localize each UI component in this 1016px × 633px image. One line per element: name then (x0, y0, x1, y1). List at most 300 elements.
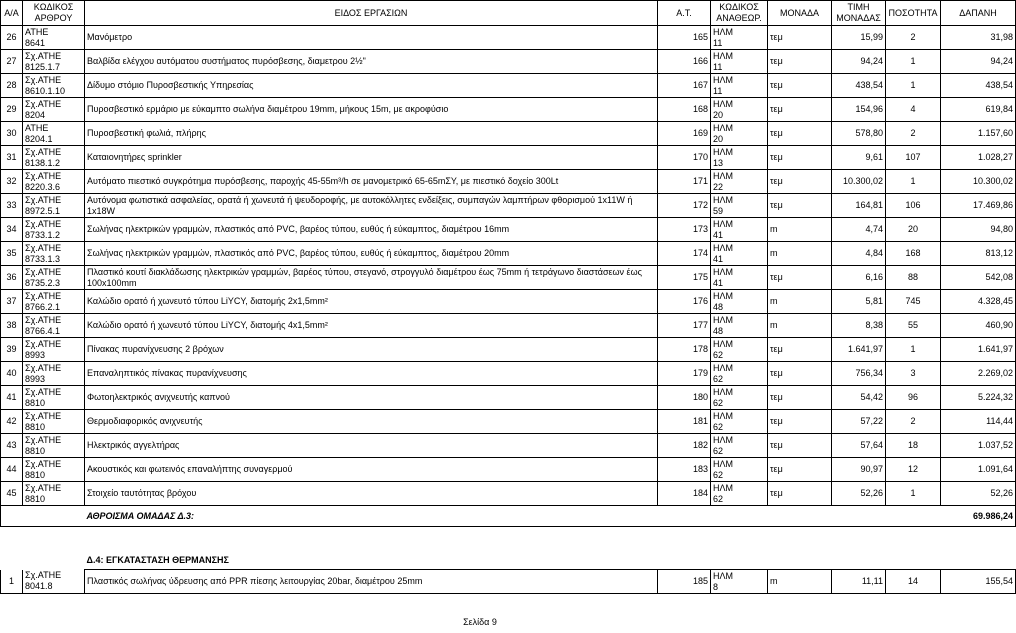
row-ana (711, 482, 768, 506)
row-desc: Φωτοηλεκτρικός ανιχνευτής καπνού (85, 386, 658, 410)
row-price: 5,81 (832, 290, 886, 314)
row-aa: 39 (1, 338, 23, 362)
row-ana-line-2: 20 (713, 133, 724, 144)
row-qty: 106 (886, 194, 941, 218)
row-ana-line-1: ΗΛΜ (713, 458, 734, 469)
row-unit: τεμ (768, 122, 832, 146)
row-price: 438,54 (832, 74, 886, 98)
row-qty: 1 (886, 170, 941, 194)
row-total: 17.469,86 (941, 194, 1016, 218)
row-price: 54,42 (832, 386, 886, 410)
row-at: 185 (658, 570, 711, 594)
row-ana-line-2: 11 (713, 61, 723, 72)
row-total: 460,90 (941, 314, 1016, 338)
row-code-line-2: 8810 (25, 469, 46, 480)
row-price: 9,61 (832, 146, 886, 170)
row-ana-line-2: 62 (713, 445, 724, 456)
row-at: 182 (658, 434, 711, 458)
table-row (1, 314, 1016, 338)
row-aa: 27 (1, 50, 23, 74)
row-at: 183 (658, 458, 711, 482)
row-ana-line-2: 62 (713, 469, 724, 480)
row-code (23, 218, 85, 242)
row-ana (711, 386, 768, 410)
row-unit: τεμ (768, 458, 832, 482)
table-row (1, 386, 1016, 410)
table-row (1, 194, 1016, 218)
row-ana (711, 26, 768, 50)
row-qty: 12 (886, 458, 941, 482)
row-at: 180 (658, 386, 711, 410)
row-ana (711, 242, 768, 266)
row-at: 181 (658, 410, 711, 434)
row-aa: 42 (1, 410, 23, 434)
row-code-line-2: 8810 (25, 421, 46, 432)
row-at: 176 (658, 290, 711, 314)
row-desc: Αυτόματο πιεστικό συγκρότημα πυρόσβεσης, παροχής 45-55m³/h σε μανομετρικό 65-65mΣΥ, με πιεστικό δοχείο 300Lt (85, 170, 658, 194)
row-qty: 107 (886, 146, 941, 170)
header-at: Α.Τ. (658, 1, 711, 26)
row-ana-line-2: 13 (713, 157, 724, 168)
row-desc: Πυροσβεστική φωλιά, πλήρης (85, 122, 658, 146)
row-ana-line-1: ΗΛΜ (713, 338, 734, 349)
row-code-line-1: ΑΤΗΕ (25, 26, 49, 37)
row-ana-line-1: ΗΛΜ (713, 314, 734, 325)
row-aa: 40 (1, 362, 23, 386)
row-unit: m (768, 290, 832, 314)
table-row (1, 26, 1016, 50)
row-aa: 29 (1, 98, 23, 122)
row-ana-line-1: ΗΛΜ (713, 570, 734, 581)
row-code (23, 458, 85, 482)
row-code-line-1: Σχ.ΑΤΗΕ (25, 386, 62, 397)
table-row (1, 146, 1016, 170)
row-unit: τεμ (768, 74, 832, 98)
row-code (23, 362, 85, 386)
header-row (1, 1, 1016, 26)
row-desc: Καλώδιο ορατό ή χωνευτό τύπου LiYCY, διατομής 2x1,5mm² (85, 290, 658, 314)
table-row (1, 290, 1016, 314)
row-desc: Αυτόνομα φωτιστικά ασφαλείας, ορατά ή χωνευτά ή ψευδοροφής, με αυτοκόλλητες ενδείξεις, συμπαγών λαμπτήρων φθορισμού 1x11W ή 1x18W (85, 194, 658, 218)
row-aa: 43 (1, 434, 23, 458)
row-code-line-1: Σχ.ΑΤΗΕ (25, 266, 62, 277)
row-code (23, 338, 85, 362)
row-aa: 41 (1, 386, 23, 410)
row-code-line-2: 8972.5.1 (25, 205, 61, 216)
row-ana-line-1: ΗΛΜ (713, 26, 734, 37)
row-qty: 2 (886, 26, 941, 50)
row-code-line-2: 8810 (25, 397, 46, 408)
section-body (1, 570, 1016, 594)
row-ana-line-1: ΗΛΜ (713, 194, 734, 205)
row-total: 813,12 (941, 242, 1016, 266)
row-total: 94,80 (941, 218, 1016, 242)
row-code-line-2: 8993 (25, 373, 46, 384)
group-sum-label: ΑΘΡΟΙΣΜΑ ΟΜΑΔΑΣ Δ.3: (85, 506, 941, 527)
row-ana (711, 122, 768, 146)
row-code (23, 98, 85, 122)
row-qty: 2 (886, 410, 941, 434)
row-aa: 36 (1, 266, 23, 290)
row-code (23, 146, 85, 170)
row-price: 11,11 (832, 570, 886, 594)
row-ana (711, 362, 768, 386)
row-price: 90,97 (832, 458, 886, 482)
row-ana-line-1: ΗΛΜ (713, 482, 734, 493)
row-desc: Πίνακας πυρανίχνευσης 2 βρόχων (85, 338, 658, 362)
table-row (1, 242, 1016, 266)
row-total: 619,84 (941, 98, 1016, 122)
row-code-line-1: Σχ.ΑΤΗΕ (25, 338, 62, 349)
row-aa: 32 (1, 170, 23, 194)
section-title-row (1, 551, 1016, 570)
row-ana-line-1: ΗΛΜ (713, 266, 734, 277)
table-row (1, 338, 1016, 362)
row-ana-line-2: 62 (713, 493, 724, 504)
header-price: ΤΙΜΗ ΜΟΝΑΔΑΣ (832, 1, 886, 26)
row-desc: Πυροσβεστικό ερμάριο με εύκαμπτο σωλήνα διαμέτρου 19mm, μήκους 15m, με ακροφύσιο (85, 98, 658, 122)
row-unit: τεμ (768, 410, 832, 434)
table-row (1, 218, 1016, 242)
row-ana-line-2: 41 (713, 277, 724, 288)
row-at: 179 (658, 362, 711, 386)
row-price: 4,84 (832, 242, 886, 266)
row-code-line-1: Σχ.ΑΤΗΕ (25, 74, 62, 85)
row-code (23, 290, 85, 314)
row-unit: m (768, 314, 832, 338)
row-aa: 34 (1, 218, 23, 242)
row-ana-line-2: 8 (713, 581, 719, 592)
row-at: 170 (658, 146, 711, 170)
row-unit: τεμ (768, 98, 832, 122)
row-code (23, 74, 85, 98)
row-ana (711, 338, 768, 362)
row-code-line-1: ΑΤΗΕ (25, 122, 49, 133)
row-ana (711, 434, 768, 458)
row-code-line-1: Σχ.ΑΤΗΕ (25, 194, 62, 205)
row-total: 438,54 (941, 74, 1016, 98)
row-desc: Στοιχείο ταυτότητας βρόχου (85, 482, 658, 506)
row-code-line-2: 8810 (25, 445, 46, 456)
row-code-line-1: Σχ.ΑΤΗΕ (25, 50, 62, 61)
row-at: 169 (658, 122, 711, 146)
row-desc: Ακουστικός και φωτεινός επαναλήπτης συναγερμού (85, 458, 658, 482)
group-sum-total: 69.986,24 (941, 506, 1016, 527)
row-aa: 31 (1, 146, 23, 170)
row-code-line-1: Σχ.ΑΤΗΕ (25, 570, 62, 581)
row-total: 155,54 (941, 570, 1016, 594)
row-code (23, 482, 85, 506)
page-number: Σελίδα 9 (463, 617, 497, 627)
row-code (23, 170, 85, 194)
row-desc: Επαναληπτικός πίνακας πυρανίχνευσης (85, 362, 658, 386)
row-qty: 88 (886, 266, 941, 290)
row-ana (711, 290, 768, 314)
row-price: 10.300,02 (832, 170, 886, 194)
row-code-line-2: 8735.2.3 (25, 277, 61, 288)
row-price: 4,74 (832, 218, 886, 242)
row-code-line-1: Σχ.ΑΤΗΕ (25, 482, 62, 493)
row-desc: Καταιονητήρες sprinkler (85, 146, 658, 170)
row-total: 1.157,60 (941, 122, 1016, 146)
row-code-line-1: Σχ.ΑΤΗΕ (25, 98, 62, 109)
row-code-line-2: 8766.4.1 (25, 325, 61, 336)
row-qty: 20 (886, 218, 941, 242)
row-qty: 1 (886, 50, 941, 74)
row-code-line-2: 8138.1.2 (25, 157, 61, 168)
row-total: 1.641,97 (941, 338, 1016, 362)
row-qty: 55 (886, 314, 941, 338)
header-total: ΔΑΠΑΝΗ (941, 1, 1016, 26)
table-row (1, 458, 1016, 482)
row-at: 166 (658, 50, 711, 74)
row-aa: 28 (1, 74, 23, 98)
row-at: 184 (658, 482, 711, 506)
row-code-line-1: Σχ.ΑΤΗΕ (25, 146, 62, 157)
row-ana (711, 410, 768, 434)
row-aa: 30 (1, 122, 23, 146)
table-row (1, 410, 1016, 434)
row-ana-line-1: ΗΛΜ (713, 98, 734, 109)
row-code-line-2: 8733.1.2 (25, 229, 61, 240)
row-price: 578,80 (832, 122, 886, 146)
row-price: 164,81 (832, 194, 886, 218)
row-code (23, 410, 85, 434)
row-desc: Σωλήνας ηλεκτρικών γραμμών, πλαστικός από PVC, βαρέος τύπου, ευθύς ή εύκαμπτος, διαμέτρου 16mm (85, 218, 658, 242)
row-ana-line-2: 41 (713, 253, 724, 264)
row-ana-line-2: 62 (713, 349, 724, 360)
row-ana (711, 458, 768, 482)
row-unit: τεμ (768, 26, 832, 50)
row-ana (711, 314, 768, 338)
row-total: 94,24 (941, 50, 1016, 74)
row-code-line-1: Σχ.ΑΤΗΕ (25, 410, 62, 421)
row-code-line-2: 8610.1.10 (25, 85, 66, 96)
row-price: 94,24 (832, 50, 886, 74)
row-qty: 2 (886, 122, 941, 146)
row-unit: τεμ (768, 338, 832, 362)
row-at: 165 (658, 26, 711, 50)
row-ana-line-2: 20 (713, 109, 724, 120)
row-code (23, 570, 85, 594)
row-code-line-2: 8766.2.1 (25, 301, 61, 312)
row-unit: τεμ (768, 434, 832, 458)
table-row (1, 170, 1016, 194)
row-qty: 1 (886, 482, 941, 506)
row-ana-line-1: ΗΛΜ (713, 410, 734, 421)
row-unit: τεμ (768, 362, 832, 386)
row-code-line-1: Σχ.ΑΤΗΕ (25, 314, 62, 325)
row-code-line-1: Σχ.ΑΤΗΕ (25, 218, 62, 229)
row-ana-line-2: 62 (713, 397, 724, 408)
row-code-line-1: Σχ.ΑΤΗΕ (25, 362, 62, 373)
row-aa: 38 (1, 314, 23, 338)
table-row (1, 434, 1016, 458)
row-price: 154,96 (832, 98, 886, 122)
row-at: 171 (658, 170, 711, 194)
table-row (1, 266, 1016, 290)
row-total: 1.028,27 (941, 146, 1016, 170)
row-code-line-1: Σχ.ΑΤΗΕ (25, 458, 62, 469)
row-aa: 33 (1, 194, 23, 218)
row-ana-line-1: ΗΛΜ (713, 74, 734, 85)
row-total: 1.091,64 (941, 458, 1016, 482)
header-ana: ΚΩΔΙΚΟΣ ΑΝΑΘΕΩΡ. (711, 1, 768, 26)
row-ana (711, 266, 768, 290)
row-ana-line-2: 11 (713, 85, 723, 96)
row-ana-line-2: 62 (713, 373, 724, 384)
table-row (1, 482, 1016, 506)
row-code-line-2: 8810 (25, 493, 46, 504)
row-at: 168 (658, 98, 711, 122)
row-ana-line-2: 11 (713, 37, 723, 48)
row-ana (711, 74, 768, 98)
row-code-line-2: 8641 (25, 37, 46, 48)
row-code (23, 434, 85, 458)
row-desc: Ηλεκτρικός αγγελτήρας (85, 434, 658, 458)
row-code (23, 194, 85, 218)
row-aa: 44 (1, 458, 23, 482)
table-row (1, 98, 1016, 122)
row-at: 178 (658, 338, 711, 362)
row-ana-line-2: 41 (713, 229, 724, 240)
row-code-line-2: 8204.1 (25, 133, 53, 144)
row-qty: 1 (886, 74, 941, 98)
row-code-line-1: Σχ.ΑΤΗΕ (25, 170, 62, 181)
row-qty: 18 (886, 434, 941, 458)
table-row (1, 122, 1016, 146)
row-desc: Θερμοδιαφορικός ανιχνευτής (85, 410, 658, 434)
row-desc: Σωλήνας ηλεκτρικών γραμμών, πλαστικός από PVC, βαρέος τύπου, ευθύς ή εύκαμπτος, διαμέτρου 20mm (85, 242, 658, 266)
row-code (23, 50, 85, 74)
row-ana-line-1: ΗΛΜ (713, 242, 734, 253)
header-unit: ΜΟΝΑΔΑ (768, 1, 832, 26)
row-ana (711, 194, 768, 218)
row-desc: Πλαστικός σωλήνας ύδρευσης από PPR πίεσης λειτουργίας 20bar, διαμέτρου 25mm (85, 570, 658, 594)
row-ana-line-2: 62 (713, 421, 724, 432)
row-ana (711, 50, 768, 74)
row-total: 31,98 (941, 26, 1016, 50)
row-unit: τεμ (768, 266, 832, 290)
row-code (23, 386, 85, 410)
row-qty: 1 (886, 338, 941, 362)
row-code-line-1: Σχ.ΑΤΗΕ (25, 242, 62, 253)
row-code-line-2: 8220.3.6 (25, 181, 61, 192)
row-unit: τεμ (768, 386, 832, 410)
row-ana-line-1: ΗΛΜ (713, 362, 734, 373)
row-total: 5.224,32 (941, 386, 1016, 410)
row-qty: 745 (886, 290, 941, 314)
row-ana-line-1: ΗΛΜ (713, 122, 734, 133)
row-price: 57,22 (832, 410, 886, 434)
row-code-line-2: 8204 (25, 109, 46, 120)
row-aa: 26 (1, 26, 23, 50)
row-ana-line-2: 22 (713, 181, 724, 192)
row-total: 10.300,02 (941, 170, 1016, 194)
row-ana (711, 98, 768, 122)
row-ana (711, 146, 768, 170)
row-price: 15,99 (832, 26, 886, 50)
row-code-line-2: 8125.1.7 (25, 61, 61, 72)
row-ana-line-2: 48 (713, 301, 724, 312)
row-ana (711, 218, 768, 242)
header-desc: ΕΙΔΟΣ ΕΡΓΑΣΙΩΝ (85, 1, 658, 26)
row-desc: Δίδυμο στόμιο Πυροσβεστικής Υπηρεσίας (85, 74, 658, 98)
row-ana-line-1: ΗΛΜ (713, 170, 734, 181)
row-unit: m (768, 242, 832, 266)
row-total: 52,26 (941, 482, 1016, 506)
row-ana-line-2: 48 (713, 325, 724, 336)
row-desc: Μανόμετρο (85, 26, 658, 50)
row-qty: 14 (886, 570, 941, 594)
row-at: 177 (658, 314, 711, 338)
row-qty: 4 (886, 98, 941, 122)
table-body (1, 26, 1016, 506)
row-code-line-1: Σχ.ΑΤΗΕ (25, 434, 62, 445)
row-ana-line-1: ΗΛΜ (713, 386, 734, 397)
row-at: 172 (658, 194, 711, 218)
row-price: 6,16 (832, 266, 886, 290)
header-code: ΚΩΔΙΚΟΣ ΑΡΘΡΟΥ (23, 1, 85, 26)
row-desc: Καλώδιο ορατό ή χωνευτό τύπου LiYCY, διατομής 4x1,5mm² (85, 314, 658, 338)
row-unit: τεμ (768, 170, 832, 194)
row-code-line-2: 8993 (25, 349, 46, 360)
row-ana (711, 170, 768, 194)
row-ana (711, 570, 768, 594)
row-code-line-1: Σχ.ΑΤΗΕ (25, 290, 62, 301)
header-qty: ΠΟΣΟΤΗΤΑ (886, 1, 941, 26)
row-aa: 35 (1, 242, 23, 266)
row-code-line-2: 8733.1.3 (25, 253, 61, 264)
row-total: 114,44 (941, 410, 1016, 434)
row-ana-line-1: ΗΛΜ (713, 434, 734, 445)
row-total: 542,08 (941, 266, 1016, 290)
row-code (23, 266, 85, 290)
section-title: Δ.4: ΕΓΚΑΤΑΣΤΑΣΗ ΘΕΡΜΑΝΣΗΣ (85, 551, 1016, 570)
row-qty: 96 (886, 386, 941, 410)
row-at: 175 (658, 266, 711, 290)
row-price: 1.641,97 (832, 338, 886, 362)
row-unit: τεμ (768, 146, 832, 170)
row-ana-line-1: ΗΛΜ (713, 50, 734, 61)
row-aa: 37 (1, 290, 23, 314)
row-code (23, 314, 85, 338)
row-at: 167 (658, 74, 711, 98)
row-total: 4.328,45 (941, 290, 1016, 314)
row-total: 1.037,52 (941, 434, 1016, 458)
row-at: 173 (658, 218, 711, 242)
row-code (23, 26, 85, 50)
row-code-line-2: 8041.8 (25, 581, 53, 592)
row-code (23, 122, 85, 146)
row-desc: Βαλβίδα ελέγχου αυτόματου συστήματος πυρόσβεσης, διαμετρου 2½" (85, 50, 658, 74)
group-sum-row (1, 506, 1016, 527)
row-ana-line-1: ΗΛΜ (713, 218, 734, 229)
row-desc: Πλαστικό κουτί διακλάδωσης ηλεκτρικών γραμμών, βαρέος τύπου, στεγανό, στρογγυλό διαμέτρου έως 75mm ή τετράγωνο διαστάσεων έως 100x100mm (85, 266, 658, 290)
row-price: 57,64 (832, 434, 886, 458)
header-aa: Α/Α (1, 1, 23, 26)
table-row (1, 74, 1016, 98)
row-unit: τεμ (768, 50, 832, 74)
table-row (1, 570, 1016, 594)
row-price: 8,38 (832, 314, 886, 338)
row-aa: 1 (1, 570, 23, 594)
row-qty: 3 (886, 362, 941, 386)
row-code (23, 242, 85, 266)
row-at: 174 (658, 242, 711, 266)
table-row (1, 362, 1016, 386)
row-ana-line-1: ΗΛΜ (713, 146, 734, 157)
